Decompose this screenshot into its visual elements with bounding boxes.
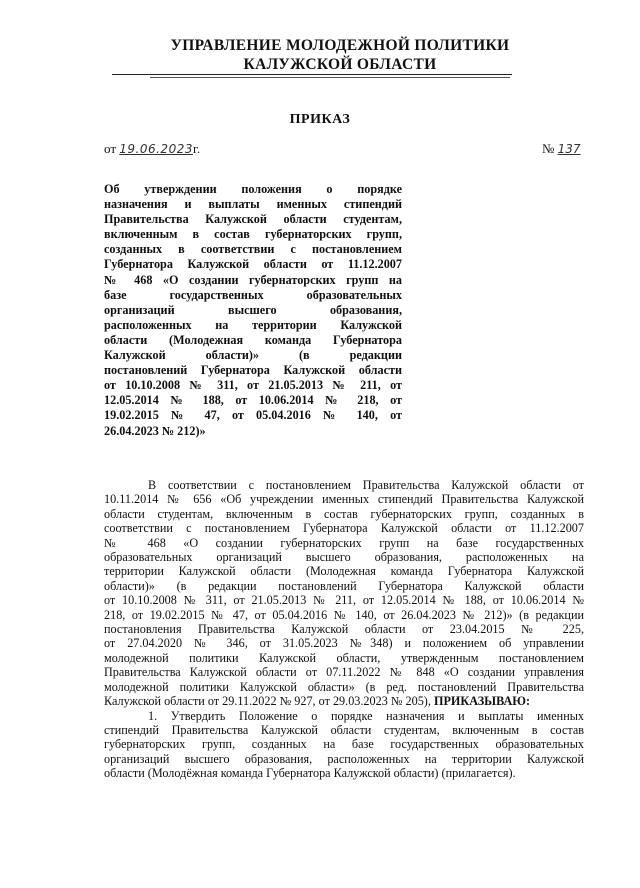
body-line: соответствии с постановлением Губернатора Калужской области от 11.12.2007 bbox=[104, 521, 584, 536]
body-line: В соответствии с постановлением Правительства Калужской области от bbox=[148, 478, 584, 492]
subject-line: Губернатора Калужской области от 11.12.2007 bbox=[104, 257, 402, 272]
subject-line: организаций высшего образования, bbox=[104, 302, 402, 317]
subject-line: расположенных на территории Калужской bbox=[104, 317, 402, 332]
document-type-title: ПРИКАЗ bbox=[289, 112, 351, 127]
subject-line: Правительства Калужской области студентам, bbox=[104, 212, 402, 227]
body-line: области студентам, включенным в состав губернаторских групп, созданных в bbox=[104, 506, 584, 521]
body-line: молодежной политики Калужской области, утвержденным постановлением bbox=[104, 650, 584, 665]
subject-line: включенным в состав губернаторских групп, bbox=[104, 227, 402, 242]
body-line: Правительства Калужской области от 07.11.2022 № 848 «О создании управления bbox=[104, 665, 584, 680]
subject-line: от 10.10.2008 № 311, от 21.05.2013 № 211, от bbox=[104, 378, 402, 393]
subject-line: базе государственных образовательных bbox=[104, 287, 402, 302]
body-line: № 468 «О создании губернаторских групп на базе государственных bbox=[104, 535, 584, 550]
body-line: области)» (в редакции постановлений Губернатора Калужской области bbox=[104, 578, 584, 593]
body-line: от 10.10.2008 № 311, от 21.05.2013 № 211, от 12.05.2014 № 188, от 10.06.2014 № bbox=[104, 593, 584, 608]
body-line: 218, от 19.02.2015 № 47, от 05.04.2016 № 140, от 26.04.2023 № 212)» (в редакции bbox=[104, 607, 584, 622]
subject-line: 12.05.2014 № 188, от 10.06.2014 № 218, от bbox=[104, 393, 402, 408]
item-1-line: организаций высшего образования, расположенных на территории Калужской bbox=[104, 751, 584, 766]
date-suffix: г. bbox=[192, 141, 201, 156]
subject-line: Калужской области)» (в редакции bbox=[104, 348, 402, 363]
body-line-final bbox=[104, 694, 584, 708]
order-command: ПРИКАЗЫВАЮ: bbox=[433, 694, 531, 709]
item-1-line: стипендий Правительства Калужской области студентам, включенным в состав bbox=[104, 722, 584, 737]
number-handwritten: 137 bbox=[557, 142, 581, 156]
item-1-line: области (Молодёжная команда Губернатора Калужской области) (прилагается). bbox=[104, 766, 516, 781]
body-line: постановления Правительства Калужской области от 23.04.2015 № 225, bbox=[104, 622, 584, 637]
header-rule-secondary bbox=[150, 77, 510, 78]
body-line: от 27.04.2020 № 346, от 31.05.2023 №348) и положением об управлении bbox=[104, 636, 584, 651]
subject-line: постановлений Губернатора Калужской области bbox=[104, 363, 402, 378]
order-number bbox=[542, 141, 581, 157]
subject-line: назначения и выплаты именных стипендий bbox=[104, 197, 402, 212]
subject-line: 19.02.2015 № 47, от 05.04.2016 № 140, от bbox=[104, 408, 402, 423]
body-line: молодежной политики Калужской области» (в ред. постановлений Правительства bbox=[104, 679, 584, 694]
body-line: территории Калужской области (Молодежная команда Губернатора Калужской bbox=[104, 564, 584, 579]
header-rule bbox=[112, 74, 512, 75]
subject-line: Об утверждении положения о порядке bbox=[104, 182, 402, 196]
number-prefix: № bbox=[542, 141, 555, 156]
subject-line: № 468 «О создании губернаторских групп на bbox=[104, 272, 402, 287]
item-1-line: губернаторских групп, созданных на базе государственных образовательных bbox=[104, 737, 584, 752]
item-1-line: 1. Утвердить Положение о порядке назначения и выплаты именных bbox=[148, 708, 584, 723]
issuer-line-1: УПРАВЛЕНИЕ МОЛОДЕЖНОЙ ПОЛИТИКИ bbox=[170, 37, 510, 54]
issuer-line-2: КАЛУЖСКОЙ ОБЛАСТИ bbox=[243, 56, 437, 73]
order-subject bbox=[104, 182, 402, 439]
subject-line: 26.04.2023 № 212)» bbox=[104, 423, 206, 438]
body-line: образовательных организаций высшего образования, расположенных на bbox=[104, 550, 584, 565]
date-prefix: от bbox=[104, 141, 117, 156]
order-date bbox=[104, 141, 200, 157]
subject-line: созданных в соответствии с постановлением bbox=[104, 242, 402, 257]
date-handwritten: 19.06.2023 bbox=[119, 142, 193, 156]
body-line: Калужской области от 29.11.2022 № 927, от 29.03.2023 № 205), bbox=[104, 694, 431, 709]
body-line: 10.11.2014 № 656 «Об учреждении именных стипендий Правительства Калужской bbox=[104, 492, 584, 507]
order-body bbox=[104, 478, 584, 781]
subject-line: области (Молодежная команда Губернатора bbox=[104, 332, 402, 347]
